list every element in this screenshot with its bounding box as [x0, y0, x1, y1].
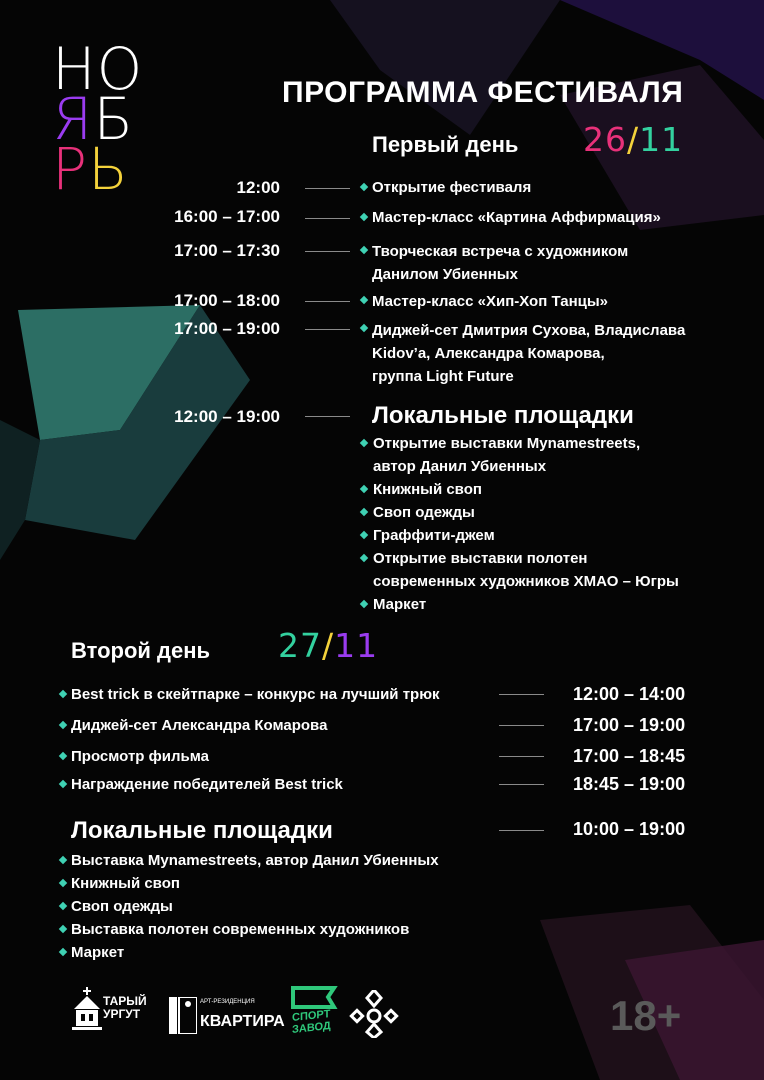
kvartira-text: КВАРТИРА: [200, 1013, 285, 1030]
day1-heading: Первый день: [372, 132, 519, 157]
sport-zavod-logo: [290, 985, 342, 1040]
divider-line: [499, 725, 544, 726]
item-line: Выставка Mynamestreets, автор Данил Убиенных: [71, 852, 439, 869]
event-line: Мастер-класс «Картина Аффирмация»: [372, 209, 661, 226]
local-list: [360, 432, 760, 616]
item-line: Открытие выставки полотен: [373, 550, 588, 567]
event-title: [372, 206, 661, 229]
sport-flag-icon: [290, 985, 338, 1011]
divider-line: [499, 784, 544, 785]
divider-line: [499, 756, 544, 757]
event-line: Открытие фестиваля: [372, 179, 532, 196]
event-title: [372, 319, 685, 388]
surgut-line: УРГУТ: [103, 1007, 141, 1021]
event-time: 17:00 – 18:45: [573, 746, 686, 766]
list-item: [59, 849, 519, 872]
date-day: 26: [583, 120, 627, 159]
event-line: Диджей-сет Дмитрия Сухова, Владислава: [372, 322, 686, 339]
logo-letter: Р: [52, 135, 88, 203]
event-title: Best trick в скейтпарке – конкурс на лучший трюк: [71, 686, 440, 703]
event-line: Мастер-класс «Хип-Хоп Танцы»: [372, 293, 609, 310]
item-line: Граффити-джем: [373, 527, 495, 544]
bullet-icon: [360, 531, 368, 539]
logo-letter: Н: [52, 35, 97, 103]
item-line: Своп одежды: [71, 898, 173, 915]
list-item: [59, 872, 519, 895]
item-line: Книжный своп: [373, 481, 482, 498]
item-line: автор Данил Убиенных: [373, 458, 547, 475]
bullet-icon: [360, 439, 368, 447]
list-item: [360, 478, 760, 501]
item-line: современных художников ХМАО – Югры: [373, 573, 679, 590]
list-item: [59, 918, 519, 941]
item-line: Книжный своп: [71, 875, 180, 892]
divider-line: [305, 329, 350, 330]
event-title: [372, 290, 608, 313]
local-time: 10:00 – 19:00: [573, 819, 686, 839]
event-line: Творческая встреча с художником: [372, 243, 629, 260]
event-time: 12:00: [236, 178, 280, 197]
event-time: 16:00 – 17:00: [174, 207, 280, 226]
kvartira-icon: [169, 997, 197, 1034]
surgut-text: [103, 995, 147, 1021]
sport-line: ЗАВОД: [292, 1019, 331, 1037]
bullet-icon: [59, 925, 67, 933]
bullet-icon: [360, 600, 368, 608]
list-item: [360, 501, 760, 524]
list-item: [59, 895, 519, 918]
event-time: 17:00 – 19:00: [573, 715, 686, 735]
event-line: Данилом Убиенных: [372, 266, 518, 283]
date-day: 27: [278, 626, 322, 665]
bg-shape-top: [330, 0, 560, 135]
divider-line: [305, 416, 350, 417]
day2-heading: Второй день: [71, 638, 211, 663]
event-line: группа Light Future: [372, 368, 514, 385]
bullet-icon: [59, 902, 67, 910]
age-rating: 18+: [610, 992, 682, 1039]
divider-line: [305, 251, 350, 252]
list-item: [360, 524, 760, 547]
church-icon: [70, 987, 104, 1035]
logo-letter: Б: [93, 85, 135, 153]
bullet-icon: [360, 554, 368, 562]
date-month: 11: [639, 120, 684, 159]
divider-line: [499, 830, 544, 831]
divider-line: [305, 301, 350, 302]
event-title: [372, 176, 531, 199]
item-line: Своп одежды: [373, 504, 475, 521]
ornament-logo-icon: [348, 990, 400, 1038]
event-time: 17:00 – 18:00: [174, 291, 280, 310]
kvartira-logo: [169, 997, 284, 1037]
divider-line: [305, 188, 350, 189]
date-separator: /: [322, 626, 335, 665]
date-month: 11: [334, 626, 379, 665]
kvartira-subtitle: АРТ-РЕЗИДЕНЦИЯ: [200, 999, 255, 1005]
bullet-icon: [360, 485, 368, 493]
item-line: Выставка полотен современных художников: [71, 921, 410, 938]
event-time: 18:45 – 19:00: [573, 774, 686, 794]
festival-logo: [52, 35, 144, 203]
bullet-icon: [59, 879, 67, 887]
date-separator: /: [627, 120, 640, 159]
bullet-icon: [59, 948, 67, 956]
list-item: [59, 941, 519, 964]
event-line: Kidov’a, Александра Комарова,: [372, 345, 605, 362]
divider-line: [499, 694, 544, 695]
item-line: Маркет: [71, 944, 125, 961]
surgut-line: ТАРЫЙ: [103, 994, 147, 1008]
surgut-logo: [70, 985, 160, 1037]
sport-line: СПОРТ: [292, 1008, 331, 1025]
page-title: ПРОГРАММА ФЕСТИВАЛЯ: [282, 76, 684, 109]
event-time: 17:00 – 17:30: [174, 241, 280, 260]
item-line: Открытие выставки Mynamestreets,: [373, 435, 641, 452]
day2-date: [278, 626, 378, 665]
bullet-icon: [59, 856, 67, 864]
event-time: 12:00 – 14:00: [573, 684, 686, 704]
sport-text: [292, 1008, 331, 1036]
list-item: [360, 432, 760, 478]
logo-letter: О: [96, 35, 144, 103]
event-title: Награждение победителей Best trick: [71, 776, 343, 793]
event-title: Просмотр фильма: [71, 748, 209, 765]
logo-letter: Я: [52, 85, 94, 153]
list-item: [360, 593, 760, 616]
logo-letter: Ь: [87, 135, 129, 203]
event-title: [372, 240, 628, 286]
event-time: 17:00 – 19:00: [174, 319, 280, 338]
divider-line: [305, 218, 350, 219]
event-title: Диджей-сет Александра Комарова: [71, 717, 328, 734]
bullet-icon: [360, 508, 368, 516]
local-heading: Локальные площадки: [372, 402, 634, 429]
local-list: [59, 849, 519, 964]
day1-date: [583, 120, 683, 159]
list-item: [360, 547, 760, 593]
local-time: 12:00 – 19:00: [174, 407, 280, 426]
item-line: Маркет: [373, 596, 427, 613]
local-heading: Локальные площадки: [71, 817, 333, 844]
